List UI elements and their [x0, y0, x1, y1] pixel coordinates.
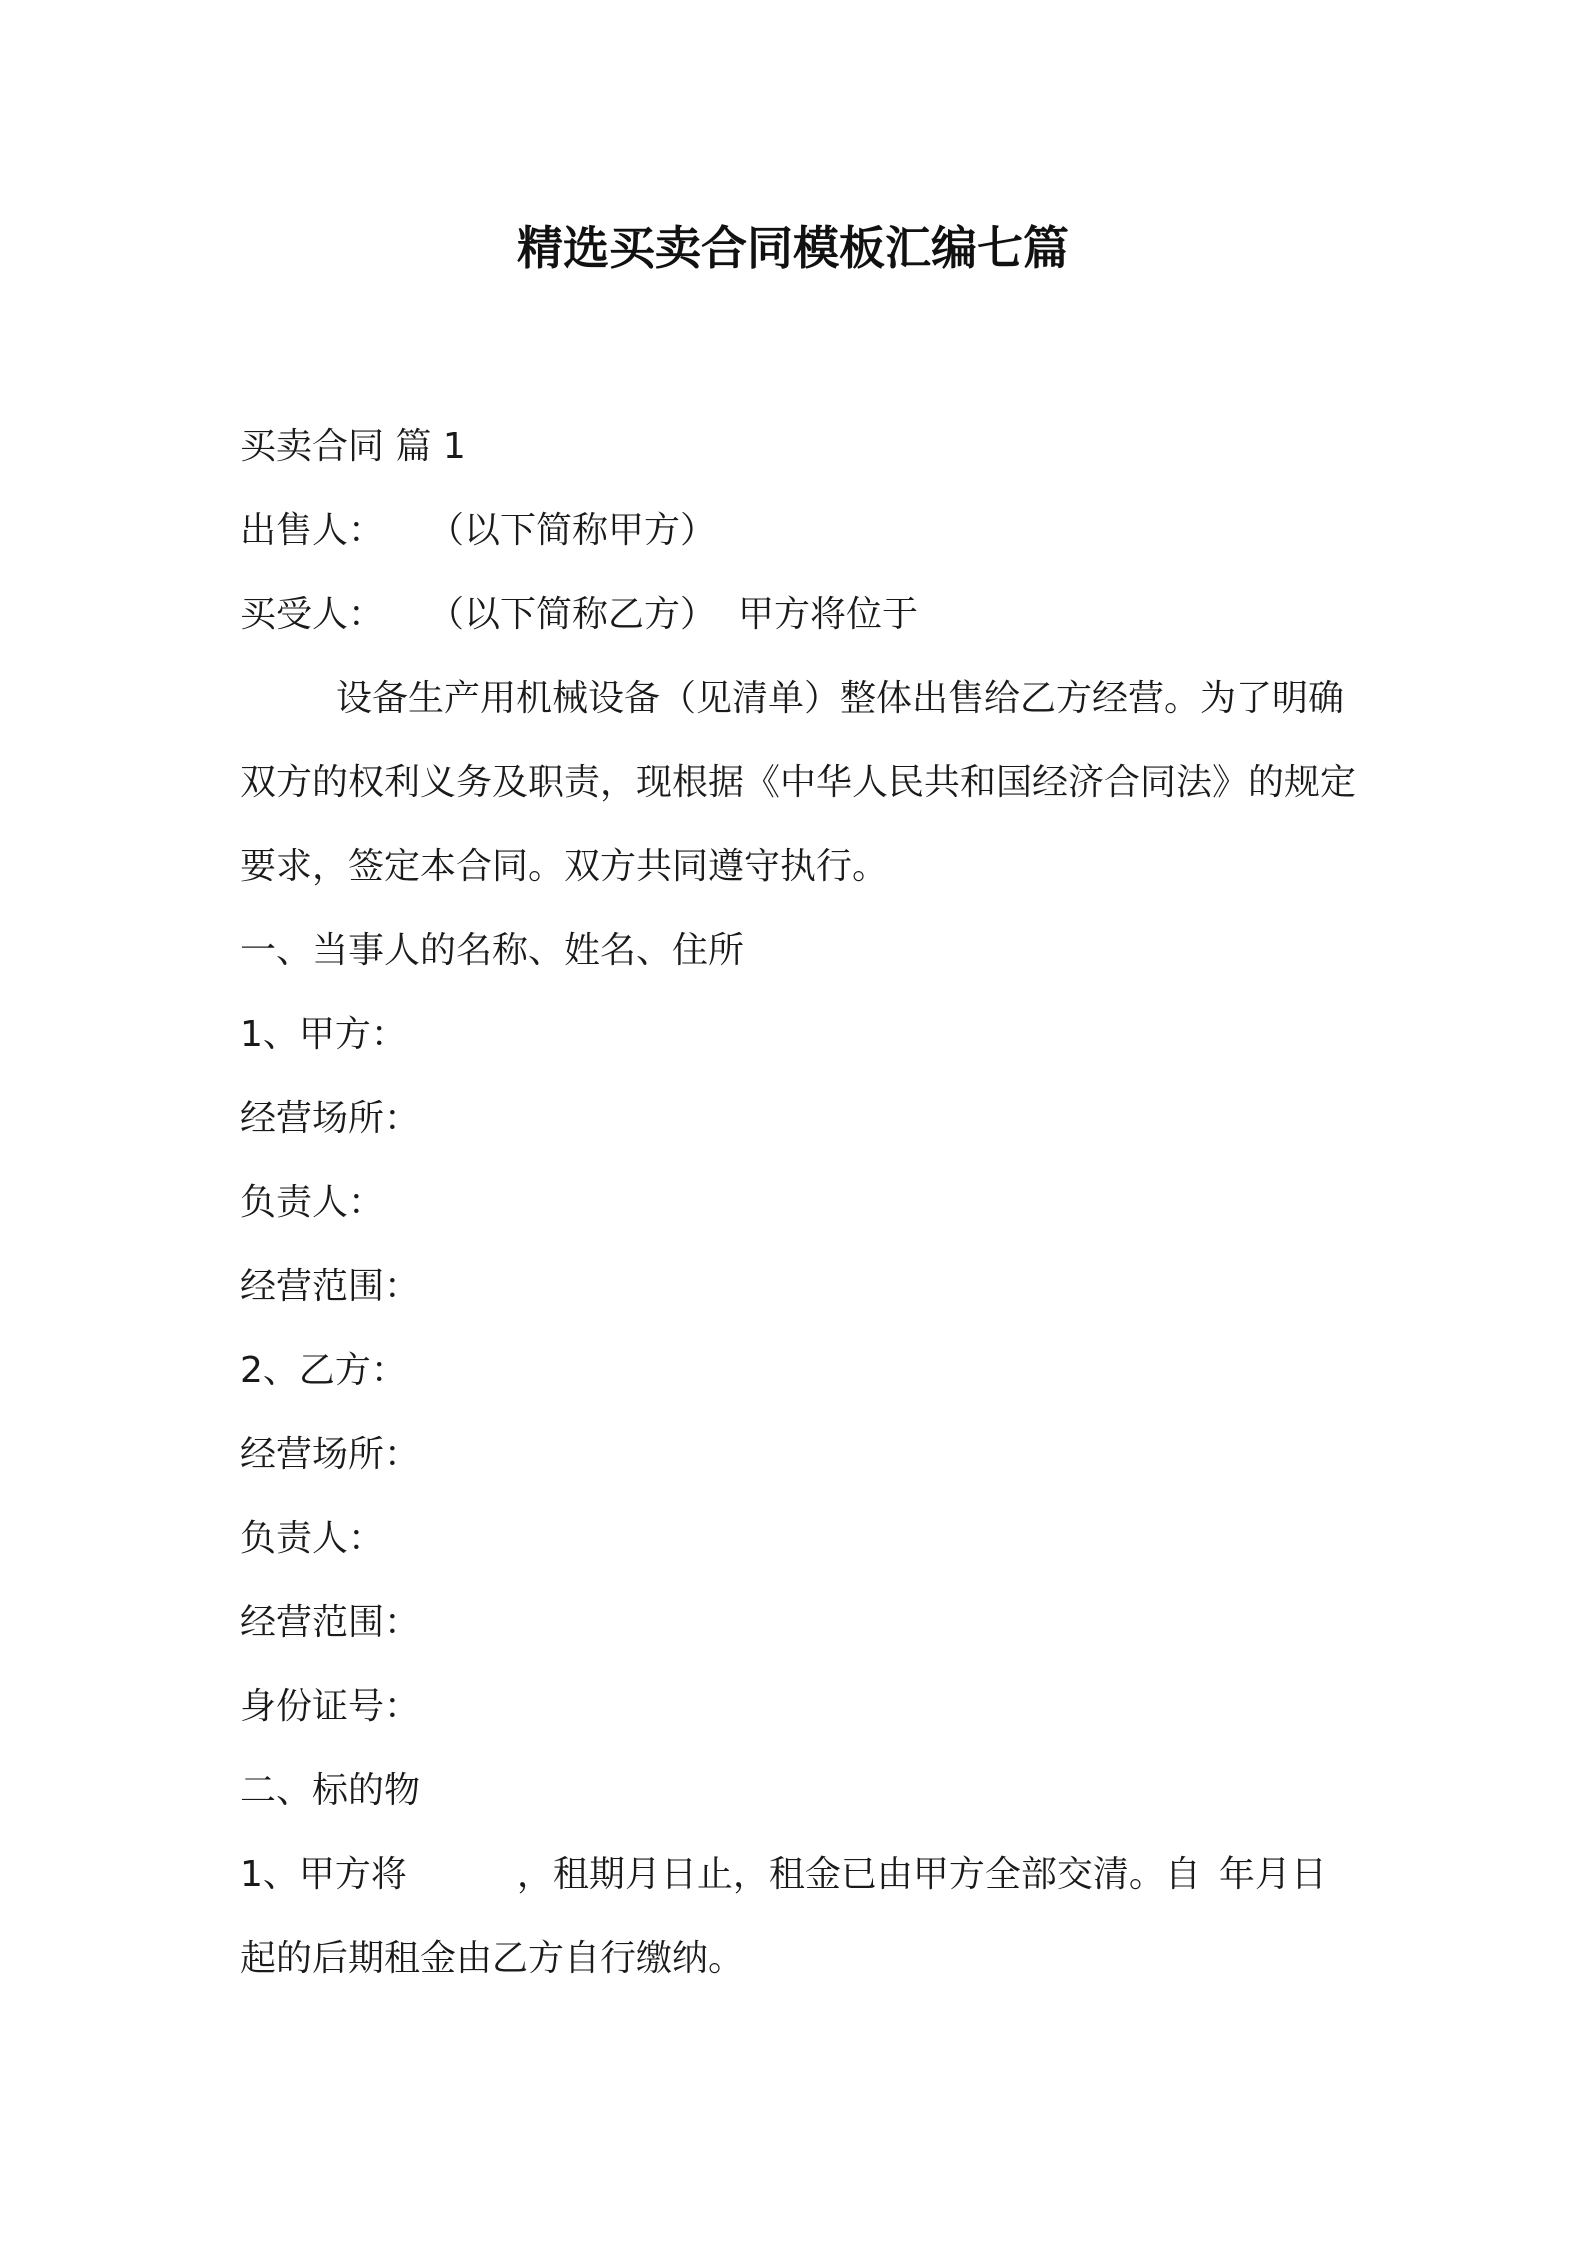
- party-a-business-place: 经营场所：: [240, 1098, 421, 1139]
- seller-label: 出售人：: [240, 510, 385, 551]
- party-b-label: 2、乙方：: [240, 1350, 407, 1391]
- clause-two-item-one: [240, 1833, 1360, 2001]
- party-a-label: 1、甲方：: [240, 1014, 407, 1055]
- party-a-business-scope: 经营范围：: [240, 1266, 421, 1307]
- buyer-note: （以下简称乙方）: [428, 594, 717, 635]
- clause-two-title: 二、标的物: [240, 1770, 421, 1811]
- section-heading: 买卖合同 篇 1: [240, 426, 466, 467]
- buyer-line: [240, 573, 1360, 657]
- intro-paragraph: 设备生产用机械设备（见清单）整体出售给乙方经营。为了明确双方的权利义务及职责，现根据《中华人民共和国经济合同法》的规定要求，签定本合同。双方共同遵守执行。: [240, 678, 1357, 887]
- party-b-business-scope: 经营范围：: [240, 1602, 421, 1643]
- party-a-responsible-person: 负责人：: [240, 1182, 385, 1223]
- party-b-id-number: 身份证号：: [240, 1686, 421, 1727]
- buyer-label: 买受人：: [240, 594, 385, 635]
- clause-two-item-end: 年月日起的后期租金由乙方自行缴纳。: [240, 1854, 1327, 1979]
- party-b-business-place: 经营场所：: [240, 1434, 421, 1475]
- document-body: [240, 405, 1360, 2001]
- clause-one-title: 一、当事人的名称、姓名、住所: [240, 930, 745, 971]
- seller-line: [240, 489, 1360, 573]
- clause-two-item-start: 1、甲方将: [240, 1854, 407, 1895]
- party-b-responsible-person: 负责人：: [240, 1518, 385, 1559]
- document-title: 精选买卖合同模板汇编七篇: [517, 221, 1069, 275]
- buyer-tail: 甲方将位于: [738, 594, 919, 635]
- seller-note: （以下简称甲方）: [428, 510, 717, 551]
- clause-two-item-mid: ，租期月日止，租金已由甲方全部交清。自: [516, 1854, 1201, 1895]
